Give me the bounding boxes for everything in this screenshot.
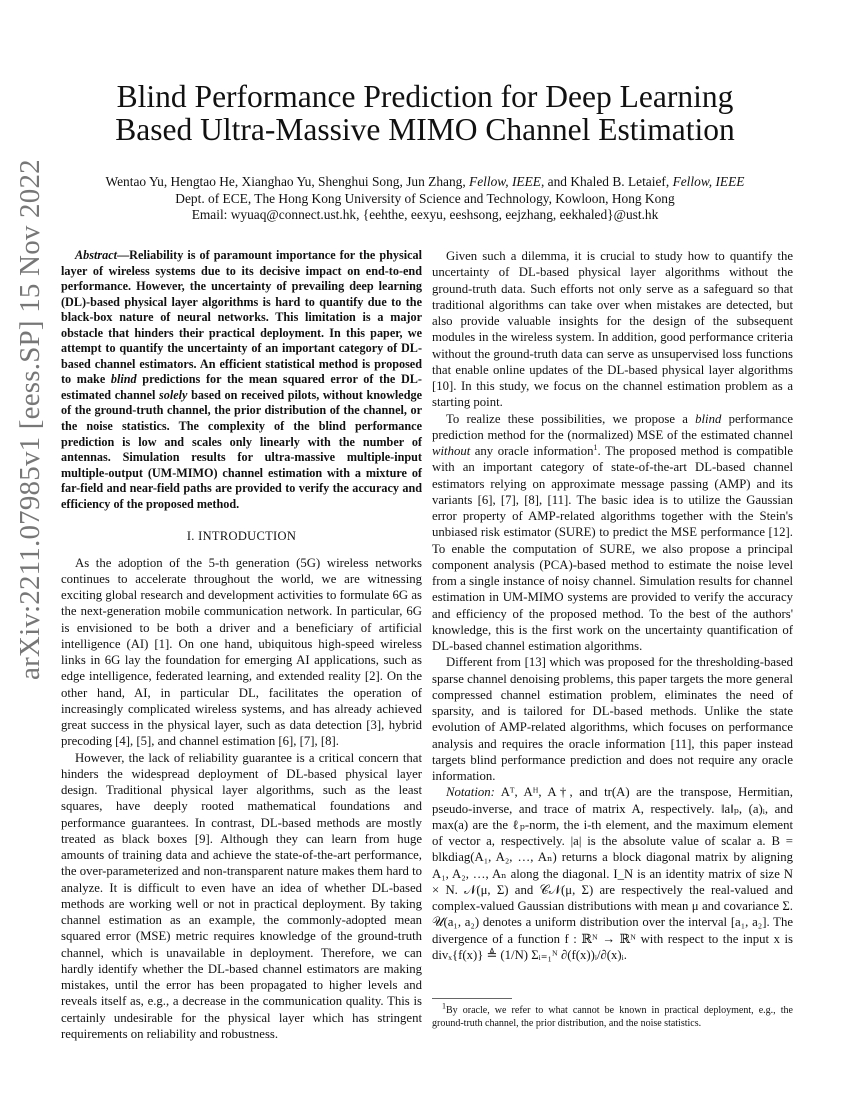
section-heading — [61, 528, 422, 544]
italic-text: blind — [695, 411, 722, 426]
paragraph — [61, 750, 422, 1043]
paragraph — [432, 654, 793, 784]
author-names — [40, 174, 810, 191]
text-run: Wentao Yu, Hengtao He, Xianghao Yu, Shenghui Song, Jun Zhang, — [105, 174, 470, 189]
italic-text: Fellow, IEEE — [469, 174, 541, 189]
text-run: any oracle information — [470, 444, 594, 458]
text-run: To realize these possibilities, we propose a — [446, 411, 696, 426]
title-line: Blind Performance Prediction for Deep Learning — [116, 79, 734, 114]
text-run: predictions for the mean squared error of the DL-estimated channel — [61, 372, 422, 402]
footnote — [432, 1001, 793, 1030]
paragraph — [432, 784, 793, 963]
text-run: , and Khaled B. Letaief, — [540, 174, 673, 189]
right-column — [432, 248, 793, 963]
italic-text: Fellow, IEEE — [672, 174, 745, 189]
italic-text: Abstract — [75, 248, 117, 262]
footnote-marker: 1 — [442, 1001, 446, 1011]
text-run: Aᵀ, Aᴴ, A†, and tr(A) are the transpose, Hermitian, pseudo-inverse, and trace of matrix A, respectively. ‖a‖ₚ, (a)ᵢ, and max(a) are the ℓₚ-norm, the i-th element, and the maximum element of vector a, respectively. |a| is the absolute value of scalar a. B = blkdiag(A₁, A₂, …, Aₙ) returns a block diagonal matrix by aligning A₁, A₂, …, Aₙ along the diagonal. I_N is an identity matrix of size N × N. 𝒩(μ, Σ) and 𝒞𝒩(μ, Σ) are respectively the real-valued and complex-valued Gaussian distributions with mean μ and covariance Σ. 𝒰(a₁, a₂) denotes a uniform distribution over the interval [a₁, a₂]. The divergence of a function f : ℝᴺ → ℝᴺ with respect to the input x is divₓ{f(x)} ≜ (1/N) Σᵢ₌₁ᴺ ∂(f(x))ᵢ/∂(x)ᵢ. — [432, 785, 793, 962]
text-run: . The proposed method is compatible with an important category of state-of-the-art DL-based channel estimators relying on approximate message passing (AMP) and its variants [6], [7], [8], [11]. The basic idea is to utilize the Gaussian error property of AMP-related algorithms together with the Stein's unbiased risk estimator (SURE) to predict the MSE performance [12]. To enable the computation of SURE, we also propose a principal component analysis (PCA)-based method to estimate the noise level from a single instance of noisy channel. Simulation results for channel estimation in UM-MIMO systems are provided to verify the accuracy and efficiency of the proposed method. To the best of the authors' knowledge, this is the first work on the uncertainty quantification of DL-based channel estimation algorithms. — [432, 444, 794, 653]
paragraph — [61, 555, 422, 750]
italic-text: without — [432, 444, 471, 458]
text-run: performance prediction method for the (normalized) MSE of the estimated channel — [432, 411, 793, 442]
title-line: Based Ultra-Massive MIMO Channel Estimation — [115, 112, 735, 147]
italic-text: blind — [110, 372, 137, 387]
italic-text: solely — [159, 387, 188, 402]
left-column — [61, 248, 422, 1042]
paragraph — [432, 248, 793, 411]
text-run: As the adoption of the 5-th generation (5G) wireless networks continues to accelerate throughout the world, we are witnessing exciting global research and development activities to formulate 6G as the next-generation mobile communication network. In particular, 6G is envisioned to be both a driver and a beneficiary of artificial intelligence (AI) [1]. On one hand, ubiquitous high-speed wireless links in 6G lay the foundation for emerging AI applications, such as edge intelligence, federated learning, and extended reality [2]. On the other hand, AI, in particular DL, facilitates the operation of increasingly complicated wireless systems, and has already achieved great success in the physical layer, such as data detection [3], hybrid precoding [4], [5], and channel estimation [6], [7], [8]. — [61, 555, 422, 749]
author-block — [40, 174, 810, 224]
affiliation: Dept. of ECE, The Hong Kong University of Science and Technology, Kowloon, Hong Kong — [175, 190, 675, 206]
footnote-ref: 1 — [593, 442, 598, 452]
footnote-text: By oracle, we refer to what cannot be known in practical deployment, e.g., the ground-truth channel, the prior distribution, and the noise statistics. — [432, 1005, 793, 1029]
text-run: I. INTRODUCTION — [186, 529, 297, 544]
email-line: Email: wyuaq@connect.ust.hk, {eehthe, eexyu, eeshsong, eejzhang, eekhaled}@ust.hk — [191, 207, 659, 222]
italic-text: Notation: — [446, 785, 495, 800]
abstract — [61, 248, 422, 512]
text-run: —Reliability is of paramount importance for the physical layer of wireless systems due to its decisive impact on end-to-end performance. However, the uncertainty of prevailing deep learning (DL)-based physical layer algorithms is hard to quantify due to the black-box nature of neural networks. This limitation is a major obstacle that hinders their practical deployment. In this paper, we attempt to quantify the uncertainty of an important category of DL-based channel estimators. An efficient statistical method is proposed to make — [61, 248, 422, 387]
text-run: Given such a dilemma, it is crucial to study how to quantify the uncertainty of DL-based physical layer algorithms without the ground-truth data. Such efforts not only serve as a safeguard so that traditional algorithms can take over when mistakes are detected, but also provide valuable insights for the design of the subsequent modules in the wireless system. In addition, good performance criteria without the ground-truth data can serve as unsupervised loss functions that enable online updates of the DL-based physical layer algorithms [10]. In this study, we focus on the channel estimation problem as a starting point. — [432, 249, 793, 410]
arxiv-identifier-stamp: arXiv:2211.07985v1 [eess.SP] 15 Nov 2022 — [14, 159, 46, 680]
paper-title — [40, 80, 810, 146]
footnote-divider — [432, 998, 512, 999]
text-run: Different from [13] which was proposed for the thresholding-based sparse channel denoising problems, this paper targets the more general compressed channel estimation problem, eliminates the need of sparsity, and is tailored for DL-based methods. Unlike the state evolution of AMP-related algorithms, which focuses on performance analysis and requires the oracle information [11], this paper instead targets blind performance prediction and does not require any oracle information. — [432, 655, 793, 783]
text-run: However, the lack of reliability guarantee is a critical concern that hinders the widespread deployment of DL-based physical layer design. Traditional physical layer algorithms, such as the least squares, have deeply rooted mathematical foundations and performance guarantees. In contrast, DL-based methods are mostly treated as black boxes [9]. Although they can learn from huge amounts of training data and achieve the state-of-the-art performance, the over-parameterized and non-transparent nature makes them hard to analyze. It is difficult to even have an idea of whether DL-based methods are working well or not in practical deployment. By taking channel estimation as an example, the commonly-adopted mean squared error (MSE) metric requires knowledge of the ground-truth channel, which is unavailable in deployment. Therefore, we can hardly identify whether the DL-based channel estimators are making mistakes, until the error has been propagated to higher levels and reveals itself as, e.g., a decrease in the communication quality. This is certainly undesirable for the physical layer which has stringent requirements on reliability and robustness. — [61, 750, 422, 1041]
paragraph — [432, 411, 793, 655]
text-run: based on received pilots, without knowledge of the ground-truth channel, the prior distribution of the channel, or the noise statistics. The complexity of the blind performance prediction is low and scales only linearly with the number of antennas. Simulation results for ultra-massive multiple-input multiple-output (UM-MIMO) channel estimation with a mixture of far-field and near-field paths are provided to verify the accuracy and efficiency of the proposed method. — [61, 387, 422, 511]
